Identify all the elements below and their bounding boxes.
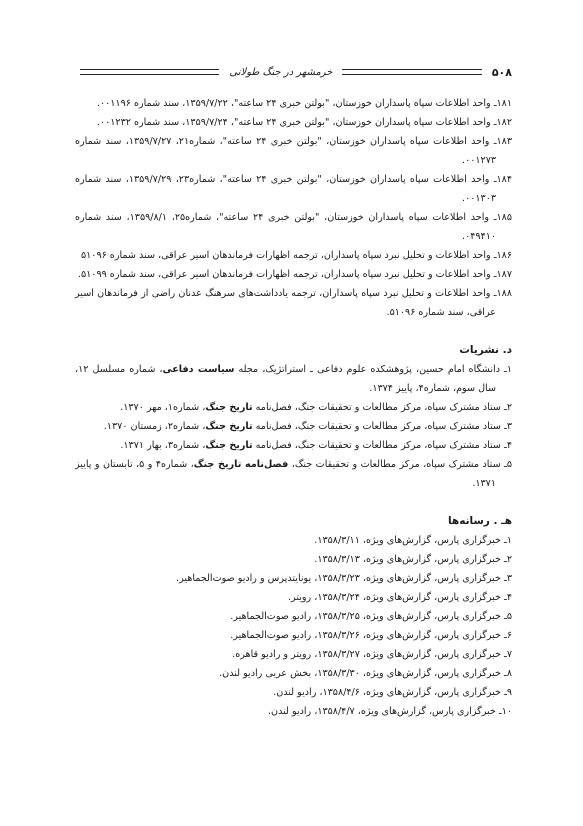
document-entry: ۱۸۳ـ واحد اطلاعات سپاه پاسداران خوزستان، "بولتن خبری ۲۴ ساعته"، شماره۲۱، ۱۳۵۹/۷/۲۷، سند شماره ۰۰۱۲۷۳. bbox=[75, 136, 512, 166]
media-entry: ۱۰ـ خبرگزاری پارس، گزارش‌های ویژه، ۱۳۵۸/۴/۷، رادیو لندن. bbox=[267, 706, 512, 717]
journal-title: تاریخ جنگ bbox=[205, 421, 253, 432]
media-list bbox=[75, 531, 512, 721]
media-entry: ۹ـ خبرگزاری پارس، گزارش‌های ویژه، ۱۳۵۸/۴/۶، رادیو لندن. bbox=[273, 687, 512, 698]
section-title-publications: د. نشریات bbox=[459, 344, 512, 356]
publication-entry: ۵ـ ستاد مشترک سپاه، مرکز مطالعات و تحقیقات جنگ، فصل‌نامه تاریخ جنگ، شماره۴ و ۵، تابستان و پاییز ۱۳۷۱. bbox=[75, 459, 513, 489]
page-content bbox=[75, 94, 512, 721]
journal-title: سیاست دفاعی bbox=[162, 364, 235, 375]
page-header bbox=[80, 62, 512, 82]
document-entry: ۱۸۲ـ واحد اطلاعات سپاه پاسداران خوزستان، "بولتن خبری ۲۴ ساعته"، ۱۳۵۹/۷/۲۴، سند شماره ۰۰۱۲۳۲. bbox=[96, 117, 512, 128]
document-entry: ۱۸۷ـ واحد اطلاعات و تحلیل نبرد سپاه پاسداران، ترجمه اظهارات فرماندهان اسیر عراقی، سند شماره ۵۱۰۹۹. bbox=[77, 269, 512, 280]
document-entry: ۱۸۶ـ واحد اطلاعات و تحلیل نبرد سپاه پاسداران، ترجمه اظهارات فرماندهان اسیر عراقی، سند شماره ۵۱۰۹۶ bbox=[80, 250, 512, 261]
publication-entry: ۴ـ ستاد مشترک سپاه، مرکز مطالعات و تحقیقات جنگ، فصل‌نامه تاریخ جنگ، شماره۳، بهار ۱۳۷۱. bbox=[120, 440, 512, 451]
media-entry: ۸ـ خبرگزاری پارس، گزارش‌های ویژه، ۱۳۵۸/۳/۳۰، بخش عربی رادیو لندن. bbox=[219, 668, 512, 679]
journal-title: تاریخ جنگ bbox=[205, 402, 253, 413]
document-entry: ۱۸۱ـ واحد اطلاعات سپاه پاسداران خوزستان، "بولتن خبری ۲۴ ساعته"، ۱۳۵۹/۷/۲۲، سند شماره ۰۰۱۱۹۶. bbox=[96, 98, 512, 109]
media-entry: ۶ـ خبرگزاری پارس، گزارش‌های ویژه، ۱۳۵۸/۳/۲۶، رادیو صوت‌الجماهیر. bbox=[230, 630, 512, 641]
publication-entry: ۱ـ دانشگاه امام حسین، پژوهشکده علوم دفاعی ـ استراتژیک، مجله سیاست دفاعی، شماره مسلسل ۱۲، سال سوم، شماره۴، پاییز ۱۳۷۴. bbox=[75, 364, 512, 394]
documents-list bbox=[75, 94, 512, 322]
media-entry: ۴ـ خبرگزاری پارس، گزارش‌های ویژه، ۱۳۵۸/۳/۲۴، رویتر. bbox=[288, 592, 512, 603]
running-title: خرمشهر در جنگ طولانی bbox=[229, 66, 333, 78]
document-entry: ۱۸۸ـ واحد اطلاعات و تحلیل نبرد سپاه پاسداران، ترجمه یادداشت‌های سرهنگ عدنان راضی از فرماندهان اسیر عراقی، سند شماره ۵۱۰۹۶. bbox=[75, 288, 512, 318]
journal-title: فصل‌نامه تاریخ جنگ bbox=[193, 459, 289, 470]
media-entry: ۳ـ خبرگزاری پارس، گزارش‌های ویژه، ۱۳۵۸/۳/۲۳، یونایتدپرس و رادیو صوت‌الجماهیر. bbox=[176, 573, 512, 584]
document-entry: ۱۸۵ـ واحد اطلاعات سپاه پاسداران خوزستان، "بولتن خبری ۲۴ ساعته"، شماره۲۵، ۱۳۵۹/۸/۱، سند شماره ۰۴۹۴۱۰. bbox=[75, 212, 512, 242]
document-entry: ۱۸۴ـ واحد اطلاعات سپاه پاسداران خوزستان، "بولتن خبری ۲۴ ساعته"، شماره۲۳، ۱۳۵۹/۷/۲۹، سند شماره ۰۰۱۳۰۳. bbox=[75, 174, 512, 204]
page-number: ۵۰۸ bbox=[491, 65, 512, 79]
media-entry: ۷ـ خبرگزاری پارس، گزارش‌های ویژه، ۱۳۵۸/۳/۲۷، رویتر و رادیو قاهره. bbox=[232, 649, 512, 660]
journal-title: تاریخ جنگ bbox=[205, 440, 253, 451]
media-entry: ۵ـ خبرگزاری پارس، گزارش‌های ویژه، ۱۳۵۸/۳/۲۵، رادیو صوت‌الجماهیر. bbox=[230, 611, 512, 622]
publication-entry: ۳ـ ستاد مشترک سپاه، مرکز مطالعات و تحقیقات جنگ، فصل‌نامه تاریخ جنگ، شماره۲، زمستان ۱۳۷۰. bbox=[103, 421, 512, 432]
header-rule-right bbox=[342, 69, 481, 75]
publications-list bbox=[75, 360, 512, 493]
media-entry: ۲ـ خبرگزاری پارس، گزارش‌های ویژه، ۱۳۵۸/۳/۱۳. bbox=[314, 554, 512, 565]
header-rule-left bbox=[80, 69, 219, 75]
publication-entry: ۲ـ ستاد مشترک سپاه، مرکز مطالعات و تحقیقات جنگ، فصل‌نامه تاریخ جنگ، شماره۱، مهر ۱۳۷۰. bbox=[120, 402, 512, 413]
section-title-media: هـ . رسانه‌ها bbox=[447, 515, 512, 527]
media-entry: ۱ـ خبرگزاری پارس، گزارش‌های ویژه، ۱۳۵۸/۳/۱۱. bbox=[314, 535, 512, 546]
